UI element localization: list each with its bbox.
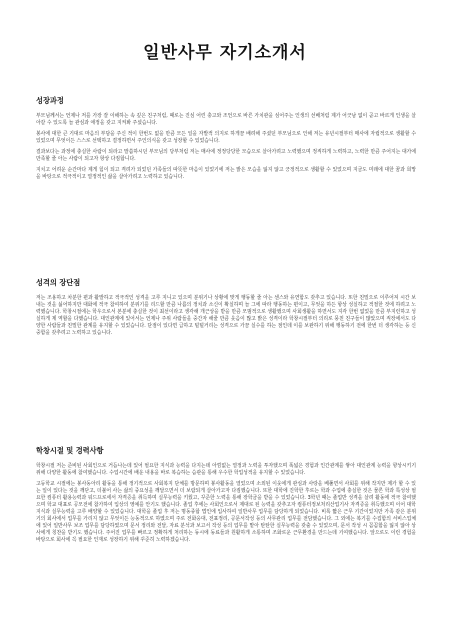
section-body [36,113,416,181]
section-school-career [36,446,416,549]
section-heading: 성격의 장단점 [36,278,81,287]
paragraph: 저는 조용하고 차분한 편과 활발하고 적극적인 성격을 고루 지니고 있으며 분위기나 상황에 맞게 행동할 줄 아는 센스와 유연함도 갖추고 있습니다. 또한 친밀으로 이루어져 시간 보내는 것을 싫어하지만 대화에 적극 참여하여 분위기를 리드할 만큼 나름의 정치과 소신이 확실하며 늘 그에 따라 행동하는 편이고, 무엇을 하든 항상 성실하고 적절한 것에 하려고 노력했습니다. 학창시절에는 학우으로서 본분에 충실한 것이 최선이라고 생각해 개근상을 받을 만큼 모범적으로 생활했으며 사회생활을 하면서도 지각 한번 없었을 만큼 부지런하고 성실하게 제 역할을 다했습니다. 대인관계에 있어서는 언제나 주위 사람들을 중간자 해줄 만큼 웃음이 많고 밝은 성격이라 학창시절부터 의리로 뭉친 친구들이 많았으며 직장에서도 다양한 사람들과 친밀한 관계를 유지할 수 있었습니다. 단점이 있다면 급하고 털털거리는 성격으로 가끔 실수를 하는 점인데 이를 보완하기 위해 행동하기 전에 한번 더 생각하는 등 신중함을 갖추려고 노력하고 있습니다. [36,295,416,337]
paragraph: 지치고 어려운 순간마다 제게 힘이 되고 격려가 되었던 가족들의 따뜻한 마음이 있었기에 저는 밝은 모습을 잃지 않고 긍정적으로 생활할 수 있었으며 지금도 미래에 대한 꿈과 희망을 바탕으로 적극적이고 열정적인 삶을 살아가려고 노력하고 있습니다. [36,167,416,181]
paragraph: 봉사에 대한 큰 기대로 마음의 부담을 주신 적이 한번도 없을 만큼 모든 일을 자발적 의지로 하게끔 배려해 주셨던 부모님으로 인해 저는 유년시절부터 매사에 자립적으로 생활할 수 있었으며 무엇이든 스스로 선택하고 결정하면서 주인의식을 갖고 성장할 수 있었습니다. [36,131,416,145]
section-body [36,463,416,545]
paragraph: 부모님께서는 언제나 저를 가장 잘 이해하는 속 깊은 친구처럼, 때로는 진심 어린 충고와 조언으로 바른 가치관을 심어주는 인생의 선배처럼 제가 어긋남 없이 곧고 바르게 인생을 살아갈 수 있도록 늘 관심과 애정을 갖고 지켜봐 주셨습니다. [36,113,416,127]
document-title: 일반사무 자기소개서 [143,43,307,63]
section-body [36,295,416,337]
section-heading: 성장과정 [36,96,64,105]
section-heading: 학창시절 및 경력사항 [36,446,104,455]
paragraph: 고등학교 시절에는 봉사동아리 활동을 통해 정기적으로 사회복지 단체를 방문하며 봉사활동을 열었으며 소외된 이웃에게 관심과 사랑을 베풀면서 사회를 위해 작지만 제가 할 수 있는 일이 있다는 것을 깨닫고, 더불어 사는 삶의 중요성을 깨달으면서 더 보람되게 살아가고자 다짐했습니다. 또한 대학에 진학한 후로는 학과 수업에 충실한 것은 물론 학과 특성상 필요한 컴퓨터 활용능력과 워드프로세서 자격증을 취득하며 실무능력을 키웠고, 꾸준한 노력을 통해 장학금을 받을 수 있었습니다. 3학년 때는 졸업반 성격을 살려 활동에 적극 참여했으며 학교 대표로 공모전에 참가하여 입상의 영예를 안기도 했습니다. 졸업 후에는 사회인으로서 제대로 된 능력을 갖추고자 컴퓨터정보처리산업기사 자격증을 취득했으며 이어 대학 지식과 실무능력을 고루 배양할 수 있었습니다. 대학을 졸업 후 저는 명동종합 법인에 입사하여 일반사무 업무를 담당하게 되었습니다. 비록 짧은 근무 기간이었지만 가족 같은 분위기의 회사에서 업무를 가리지 않고 무엇이든 능동적으로 하였으며 주로 전화응대, 전표정리, 공문서작성 등의 사무관리 업무를 전담했습니다. 그 외에는 복기를 수집함의 서비스업체에 있어 일반사무 보조 업무를 담당하였으며 문서 정리와 전달, 자료 분석과 보고서 작성 등의 업무를 맡아 탄탄한 실무능력을 갖출 수 있었으며, 문서 작성 시 꼼꼼함을 잃지 않아 상사에게 칭찬을 받기도 했습니다. 주어진 업무를 빠르고 정확하게 처리하는 동시에 동료들과 원활하게 소통하며 조화로운 근무환경을 만드는데 기여했습니다. 앞으로도 이런 경험을 바탕으로 회사에 꼭 필요한 인재로 성장하기 위해 꾸준히 노력하겠습니다. [36,481,416,544]
section-personality [36,278,416,341]
section-growth [36,96,416,185]
paragraph: 학창시절 저는 준비된 사회인으로 거듭나는데 있어 필요한 지식과 능력을 다지는데 아낌없는 열정과 노력을 투자했으며 폭넓은 경험과 인간관계를 쌓아 대인관계 능력을 향상시키기 위해 다양한 활동에 참여했습니다. 수업시간에 배운 내용을 바로 복습하는 습관을 통해 우수한 학업성적을 유지할 수 있었습니다. [36,463,416,477]
paragraph: 결과보다는 과정에 충실한 사람이 되라고 말씀하시던 부모님의 당부처럼 저는 매사에 정정당당한 모습으로 살아가려고 노력했으며 정직하게 노력하고, 노력한 만큼 주어지는 대가에 만족할 줄 아는 사람이 되고자 항상 다짐합니다. [36,149,416,163]
